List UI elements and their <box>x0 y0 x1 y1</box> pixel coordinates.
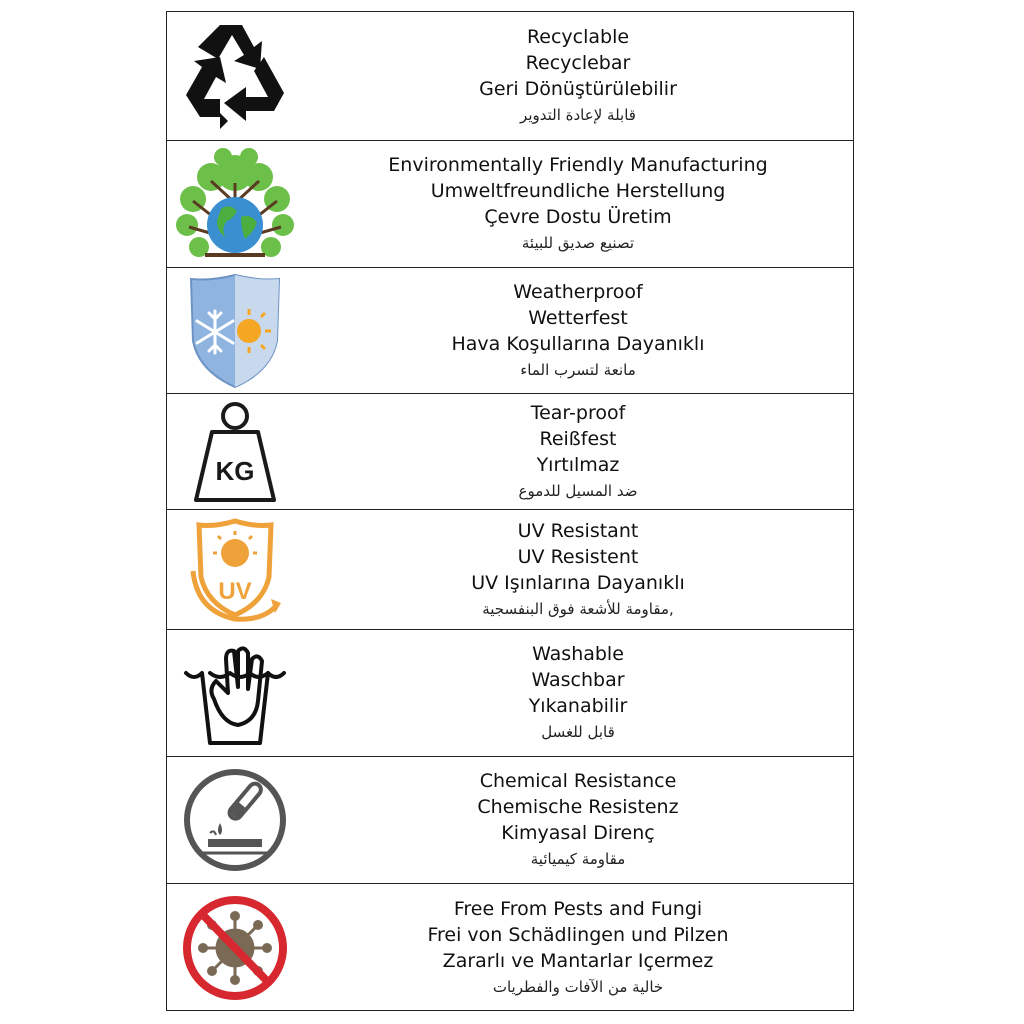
label-ar: مقاومة كيميائية <box>530 850 626 868</box>
feature-row-eco <box>167 141 853 268</box>
label-tr: Hava Koşullarına Dayanıklı <box>451 332 705 355</box>
feature-row-tearproof <box>167 394 853 510</box>
label-en: Free From Pests and Fungi <box>453 898 703 920</box>
recycle-icon <box>167 12 303 140</box>
uv-sun-shield-icon <box>167 510 303 629</box>
label-ar: قابل للغسل <box>541 723 615 741</box>
label-tr: Yıkanabilir <box>528 695 628 717</box>
feature-row-chemical <box>167 757 853 884</box>
label-en: Environmentally Friendly Manufacturing <box>388 154 768 176</box>
label-de: Wetterfest <box>528 306 628 329</box>
no-pests-icon <box>167 884 303 1012</box>
label-ar: قابلة لإعادة التدوير <box>520 106 636 124</box>
label-de: Umweltfreundliche Herstellung <box>430 180 726 202</box>
label-tr: Yırtılmaz <box>536 453 620 476</box>
label-en: Washable <box>532 643 624 665</box>
label-de: Recyclebar <box>525 52 631 74</box>
feature-row-pests <box>167 884 853 1012</box>
uv-text: UV <box>218 577 252 605</box>
label-tr: Geri Dönüştürülebilir <box>479 78 677 100</box>
label-tr: UV Işınlarına Dayanıklı <box>471 571 685 594</box>
label-en: Weatherproof <box>513 280 643 303</box>
label-ar: مانعة لتسرب الماء <box>520 360 636 379</box>
label-ar: تصنيع صديق للبيئة <box>521 234 635 252</box>
label-en: UV Resistant <box>517 519 639 542</box>
label-tr: Kimyasal Direnç <box>501 822 655 844</box>
label-ar: خالية من الآفات والفطريات <box>492 978 664 996</box>
label-en: Chemical Resistance <box>479 770 677 792</box>
feature-table <box>166 11 854 1011</box>
label-en: Recyclable <box>526 26 630 48</box>
label-en: Tear-proof <box>530 401 626 424</box>
label-ar: ,مقاومة للأشعة فوق البنفسجية <box>482 599 674 618</box>
kg-weight-icon <box>167 394 303 509</box>
feature-row-washable <box>167 630 853 757</box>
label-de: Waschbar <box>531 669 625 691</box>
label-tr: Çevre Dostu Üretim <box>484 206 672 228</box>
feature-row-recyclable <box>167 12 853 141</box>
hand-wash-icon <box>167 630 303 756</box>
label-ar: ضد المسيل للدموع <box>518 481 638 500</box>
label-de: Frei von Schädlingen und Pilzen <box>427 924 729 946</box>
weather-shield-icon <box>167 268 303 393</box>
feature-row-uv <box>167 510 853 630</box>
feature-row-weatherproof <box>167 268 853 394</box>
label-de: UV Resistent <box>517 545 639 568</box>
label-de: Chemische Resistenz <box>477 796 679 818</box>
chemical-resistance-icon <box>167 757 303 883</box>
label-tr: Zararlı ve Mantarlar Içermez <box>442 950 714 972</box>
kg-text: KG <box>215 455 255 486</box>
eco-globe-trees-icon <box>167 141 303 267</box>
label-de: Reißfest <box>539 427 617 450</box>
